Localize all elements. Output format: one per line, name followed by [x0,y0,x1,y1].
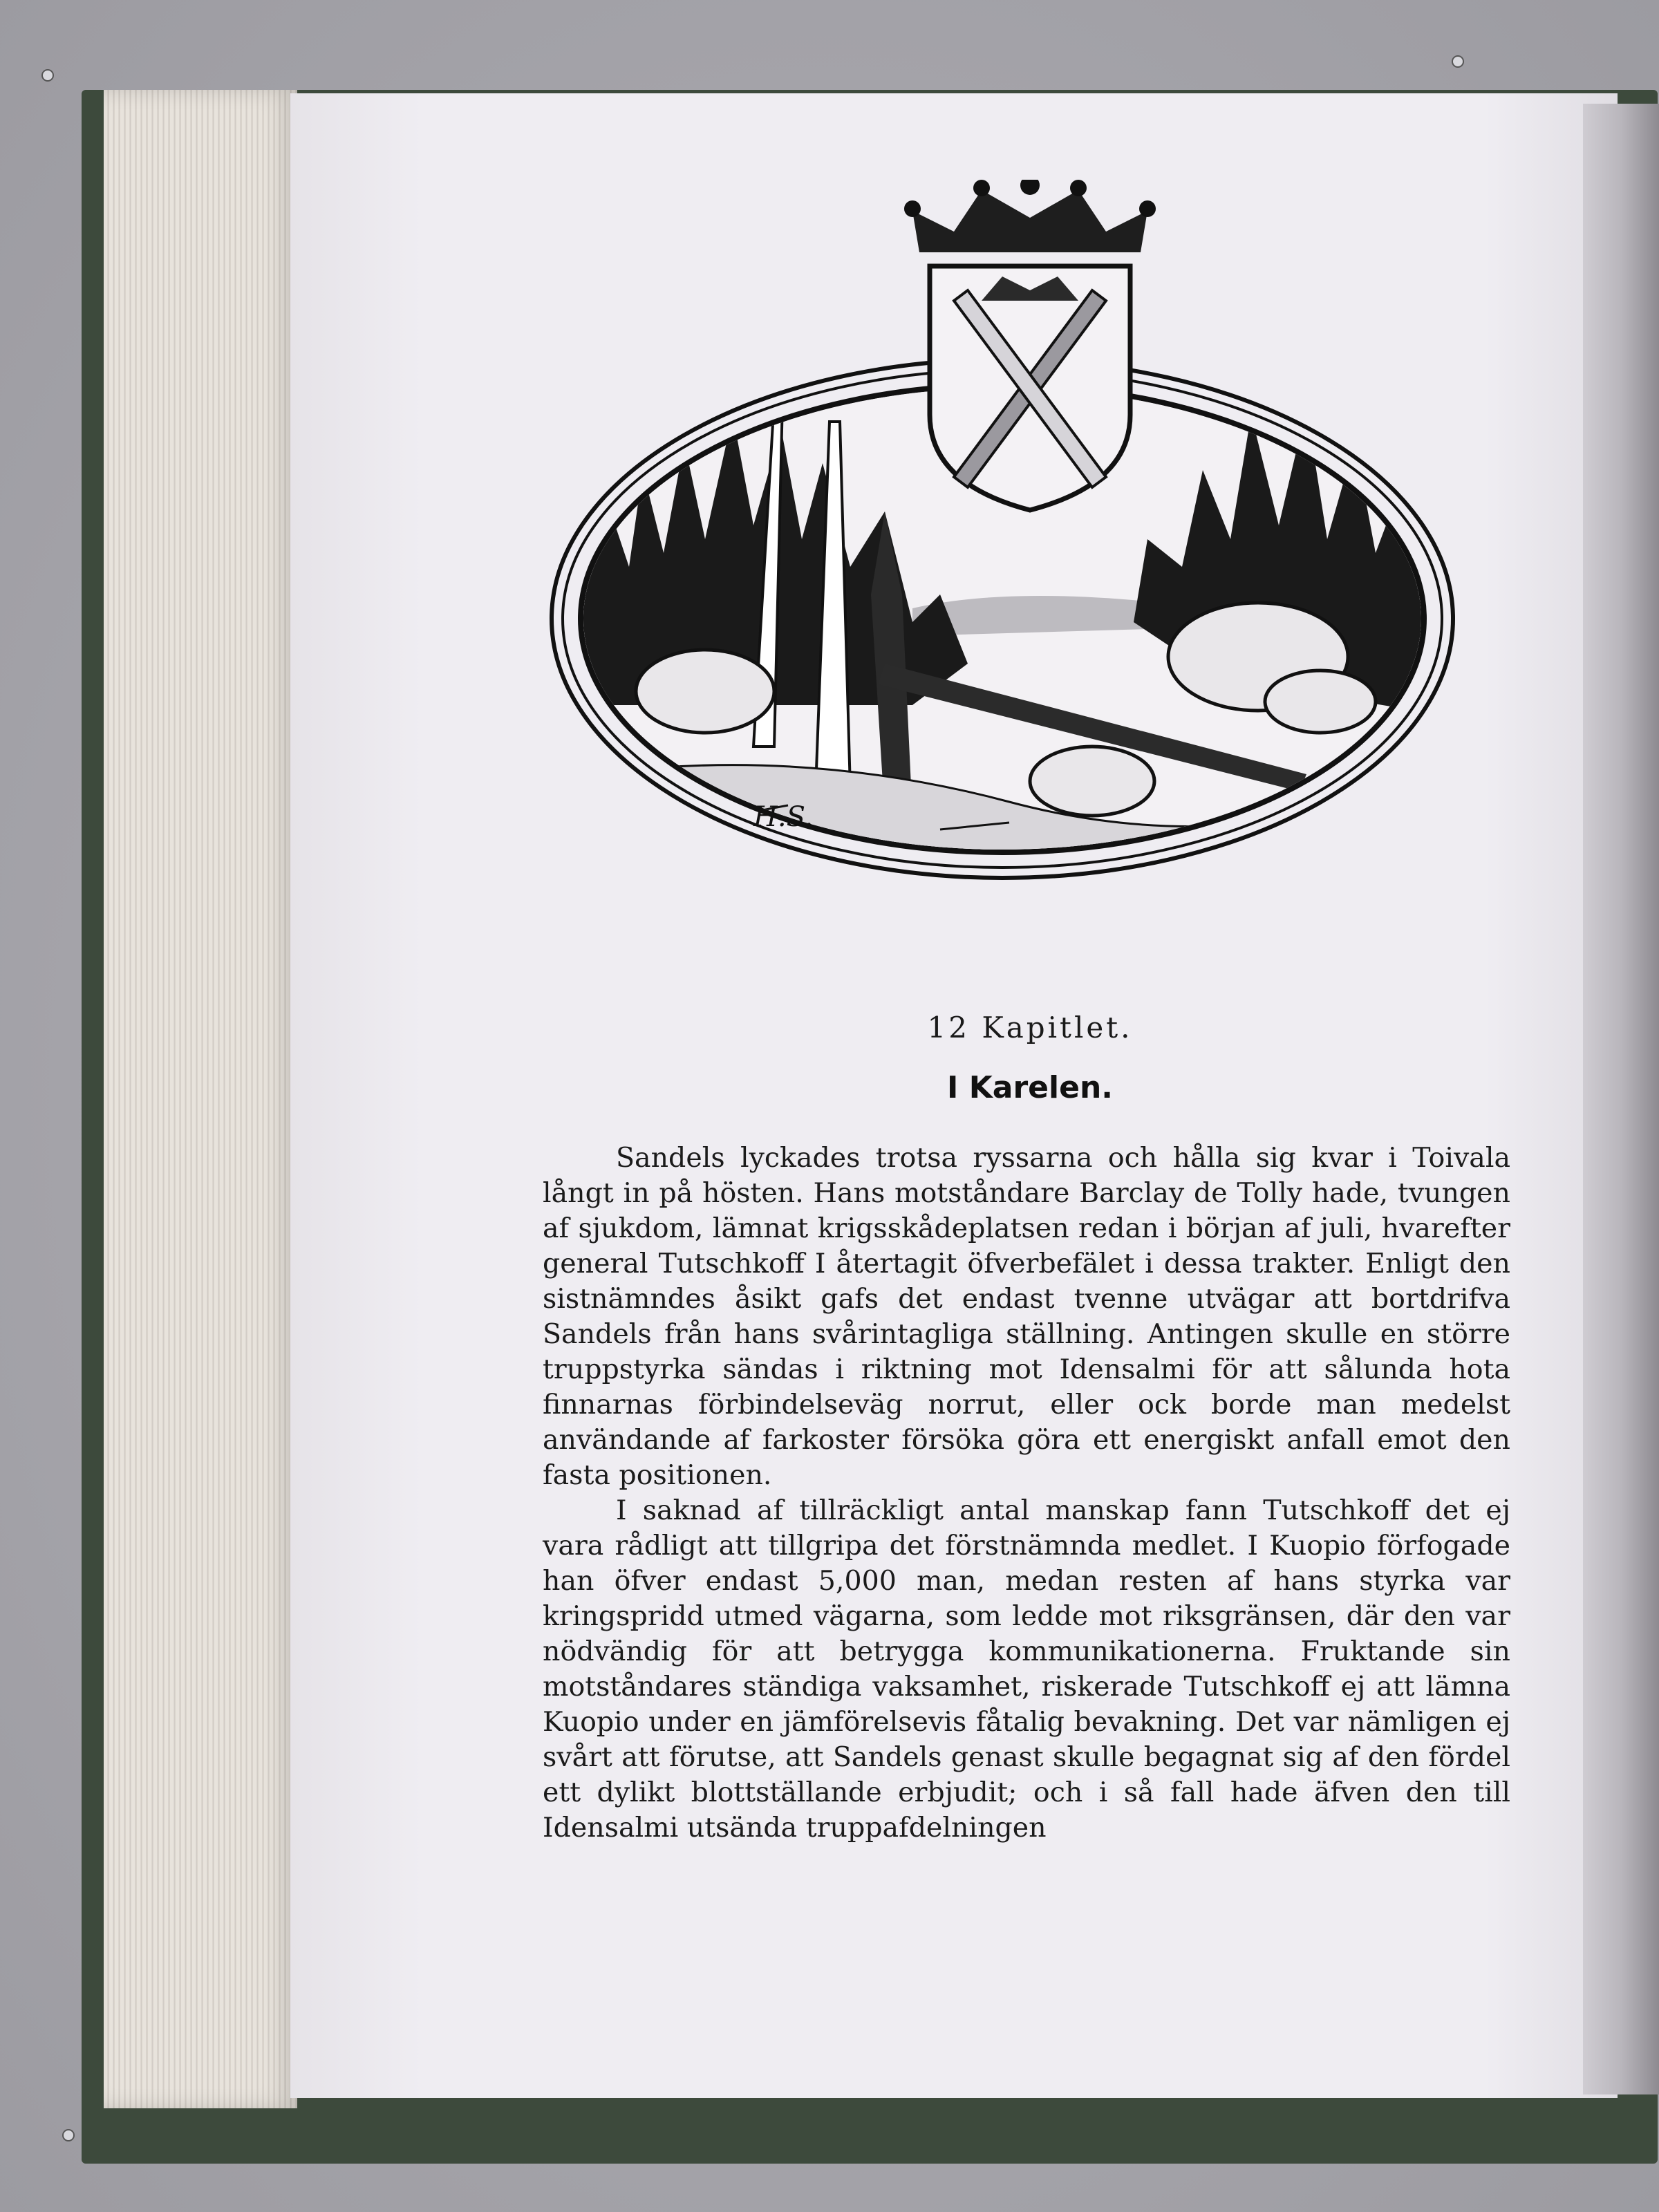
chapter-title: I Karelen. [947,1070,1113,1105]
paragraph: Sandels lyckades trotsa ryssarna och hålla sig kvar i Toivala långt in på hösten. Hans motståndare Barclay de Tolly hade, tvungen af sjukdom, lämnat krigsskådeplatsen redan i början af juli, hvarefter general Tutschkoff I återtagit öfverbefälet i dessa trakter. Enligt den sistnämndes åsikt gafs det endast tvenne utvägar att bortdrifva Sandels från hans svårintagliga ställning. Antingen skulle en större truppstyrka sändas i riktning mot Idensalmi för att sålunda hota finnarnas förbindelseväg norrut, eller ock borde man medelst användande af farkoster försöka göra ett energiskt anfall emot den fasta positionen. [543,1142,1510,1491]
crown-icon [912,190,1147,252]
boulder [1030,747,1154,816]
boulder [636,650,774,733]
body-text [543,1141,1510,1846]
pin-icon [1452,55,1464,68]
paragraph: I saknad af tillräckligt antal manskap fann Tutschkoff det ej vara rådligt att tillgripa det förstnämnda medlet. I Kuopio förfogade han öfver endast 5,000 man, medan resten af hans styrka var kringspridd utmed vägarna, som ledde mot riksgränsen, där den var nödvändig för att betrygga kommunikationerna. Fruktande sin motståndares ständiga vaksamhet, riskerade Tutschkoff ej att lämna Kuopio under en jämförelsevis fåtalig bevakning. Det var nämligen ej svårt att förutse, att Sandels genast skulle begagnat sig af den fördel ett dylikt blottställande erbjudit; och i så fall hade äfven den till Idensalmi utsända truppafdelningen [543,1494,1510,1844]
boulder [1265,671,1376,733]
pin-icon [62,2129,75,2141]
page-edges [104,90,297,2108]
pin-icon [41,69,54,82]
artist-signature: H.S. [753,801,814,833]
book-gutter [1583,104,1659,2094]
chapter-vignette-illustration [525,180,1479,906]
chapter-number: 12 Kapitlet. [927,1011,1133,1044]
